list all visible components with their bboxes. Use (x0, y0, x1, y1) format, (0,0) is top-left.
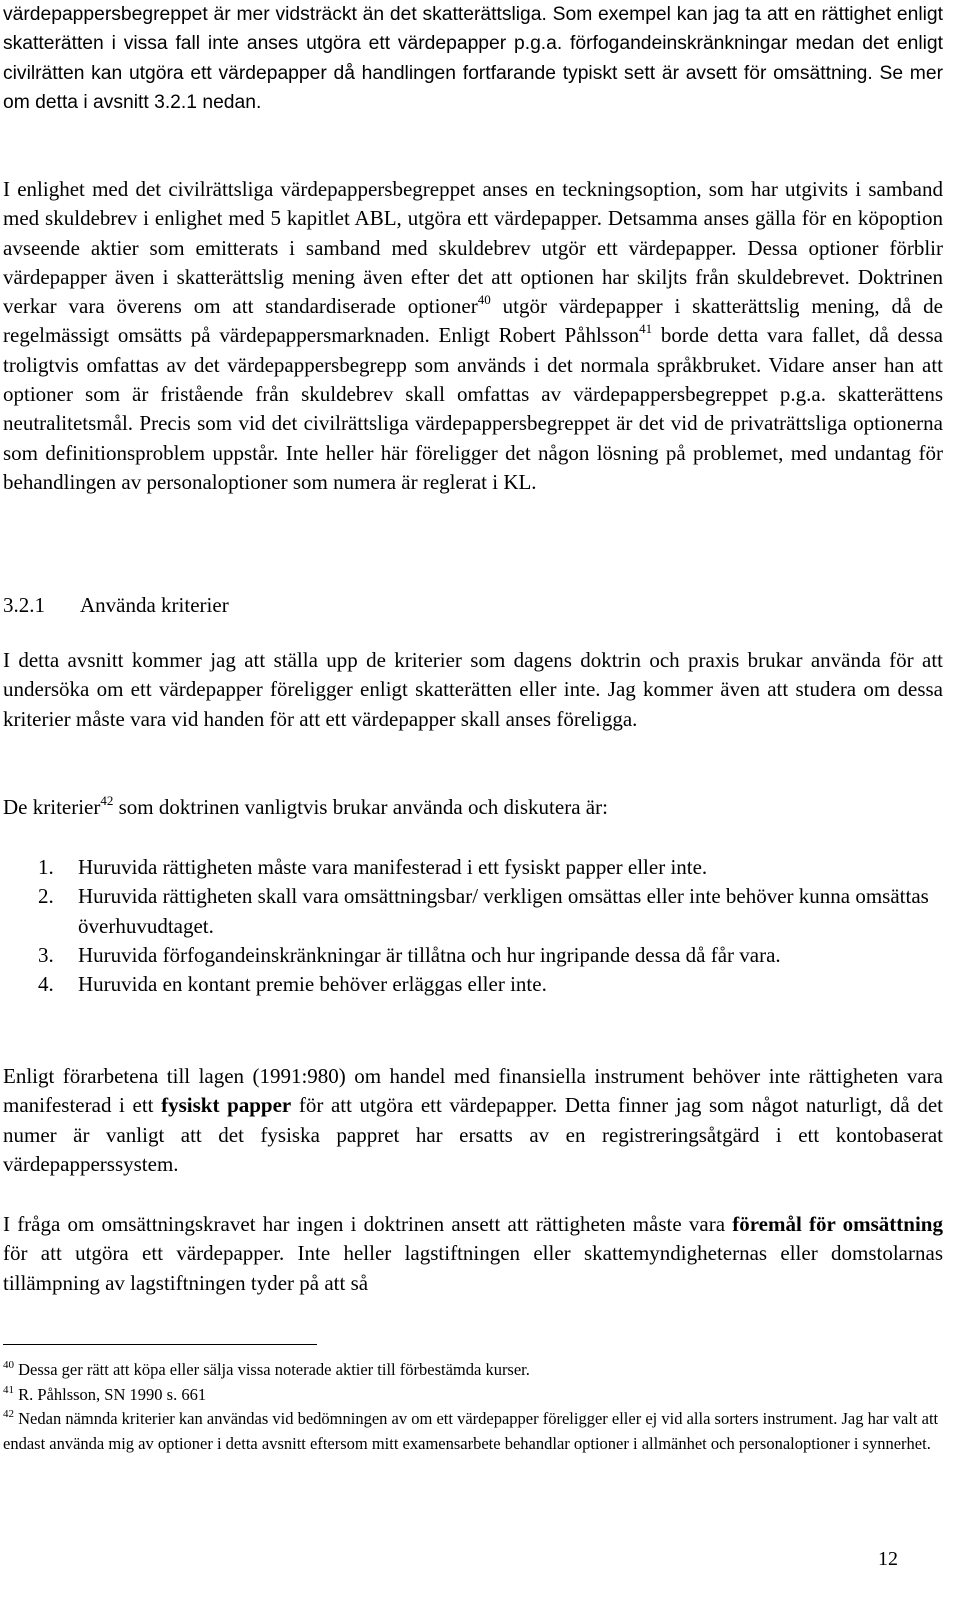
paragraph-criteria-intro: I detta avsnitt kommer jag att ställa upp de kriterier som dagens doktrin och praxis brukar använda för att undersöka om ett värdepapper föreligger enligt skatterätten eller inte. Jag kommer även att studera om dessa kriterier måste vara vid handen för att ett värdepapper skall anses föreligga. (3, 648, 943, 731)
list-item-text: Huruvida rättigheten måste vara manifesterad i ett fysiskt papper eller inte. (78, 855, 708, 879)
bold-term: fysiskt papper (161, 1093, 292, 1118)
footnote-separator (3, 1344, 317, 1345)
intro-paragraph: värdepappersbegreppet är mer vidsträckt än det skatterättsliga. Som exempel kan jag ta att en rättighet enligt skatterätten i vissa fall inte anses utgöra ett värdepapper p.g.a. förfogandeinskränkningar medan det enligt civilrätten kan utgöra ett värdepapper då handlingen fortfarande typiskt sett är avsett för omsättning. Se mer om detta i avsnitt 3.2.1 nedan. (3, 4, 943, 113)
list-item-number: 1. (38, 855, 54, 879)
paragraph-options-securities (3, 175, 943, 497)
footnote-text: Dessa ger rätt att köpa eller sälja vissa noterade aktier till förbestämda kurser. (18, 1360, 530, 1379)
section-heading (3, 590, 229, 620)
footnote-ref-40[interactable]: 40 (477, 292, 491, 308)
list-item (3, 970, 943, 999)
paragraph-text: Enligt förarbetena till lagen (1991:980) om handel med finansiella instrument behöver inte rättigheten vara manifesterad i ett (3, 1064, 943, 1118)
paragraph-criteria-lead (3, 793, 943, 822)
page-number: 12 (878, 1548, 898, 1570)
list-item-text: Huruvida en kontant premie behöver erläggas eller inte. (78, 972, 547, 997)
paragraph-text: för att utgöra ett värdepapper. Detta finner jag som något naturligt, då det numer är vanligt att det fysiska pappret har ersatts av en registreringsåtgärd i ett kontobaserat värdepapperssystem. (3, 1093, 943, 1176)
footnote-ref-41[interactable]: 41 (639, 321, 653, 337)
list-item-number: 4. (38, 972, 54, 997)
paragraph-text: I fråga om omsättningskravet har ingen i doktrinen ansett att rättigheten måste vara (3, 1212, 733, 1236)
list-item (3, 941, 943, 970)
footnote-text: Nedan nämnda kriterier kan användas vid bedömningen av om ett värdepapper föreligger eller ej vid alla sorters instrument. Jag har valt att endast använda mig av optioner i detta avsnitt eftersom mitt examensarbete behandlar optioner i allmänhet och personaloptioner i synnerhet. (3, 1409, 939, 1453)
footnote-41 (3, 1383, 943, 1408)
footnote-42 (3, 1407, 943, 1456)
list-item (3, 853, 943, 882)
list-item-text: Huruvida rättigheten skall vara omsättningsbar/ verkligen omsättas eller inte behöver kunna omsättas överhuvudtaget. (78, 884, 929, 938)
section-title: Använda kriterier (80, 593, 229, 617)
paragraph-turnover (3, 1210, 943, 1298)
footnote-40 (3, 1358, 943, 1383)
section-number: 3.2.1 (3, 593, 45, 617)
bold-term: föremål för omsättning (732, 1212, 943, 1236)
paragraph-text: utgör värdepapper i skatterättslig mening, då de regelmässigt omsätts på värdepappersmarknaden. Enligt Robert Påhlsson (3, 294, 944, 348)
footnote-number: 41 (3, 1383, 14, 1396)
paragraph-text: De kriterier (3, 795, 101, 819)
footnote-text: R. Påhlsson, SN 1990 s. 661 (18, 1384, 207, 1404)
criteria-list (3, 853, 943, 999)
list-item-number: 2. (38, 884, 54, 909)
footnotes (3, 1358, 943, 1456)
list-item (3, 882, 943, 941)
list-item-number: 3. (38, 942, 54, 967)
paragraph-text: borde detta vara fallet, då dessa troligtvis omfattas av det värdepappersbegrepp som används i det normala språkbruket. Vidare anser han att optioner som är fristående från skuldebrev skall omfattas av värdepappersbegreppet p.g.a. skatterättens neutralitetsmål. Precis som vid det civilrättsliga värdepappersbegreppet är det vid de privaträttsliga optionerna som definitionsproblem uppstår. Inte heller här föreligger det någon lösning på problemet, med undantag för behandlingen av personaloptioner som numera är reglerat i KL. (3, 323, 943, 494)
paragraph-text: som doktrinen vanligtvis brukar använda och diskutera är: (113, 795, 608, 819)
paragraph-physical-paper (3, 1062, 943, 1179)
paragraph-text: för att utgöra ett värdepapper. Inte heller lagstiftningen eller skattemyndigheternas eller domstolarnas tillämpning av lagstiftningen tyder på att så (3, 1241, 943, 1295)
list-item-text: Huruvida förfogandeinskränkningar är tillåtna och hur ingripande dessa då får vara. (78, 942, 781, 967)
footnote-ref-42[interactable]: 42 (100, 793, 114, 808)
paragraph-text: I enlighet med det civilrättsliga värdepappersbegreppet anses en teckningsoption, som har utgivits i samband med skuldebrev i enlighet med 5 kapitlet ABL, utgöra ett värdepapper. Detsamma anses gälla för en köpoption avseende aktier som emitterats i samband med skuldebrev utgör ett värdepapper. Dessa optioner förblir värdepapper även i skatterättslig mening även efter det att optionen har skiljts från skuldebrevet. Doktrinen verkar vara överens om att standardiserade optioner (3, 177, 943, 319)
footnote-number: 40 (3, 1359, 14, 1371)
footnote-number: 42 (3, 1408, 14, 1420)
